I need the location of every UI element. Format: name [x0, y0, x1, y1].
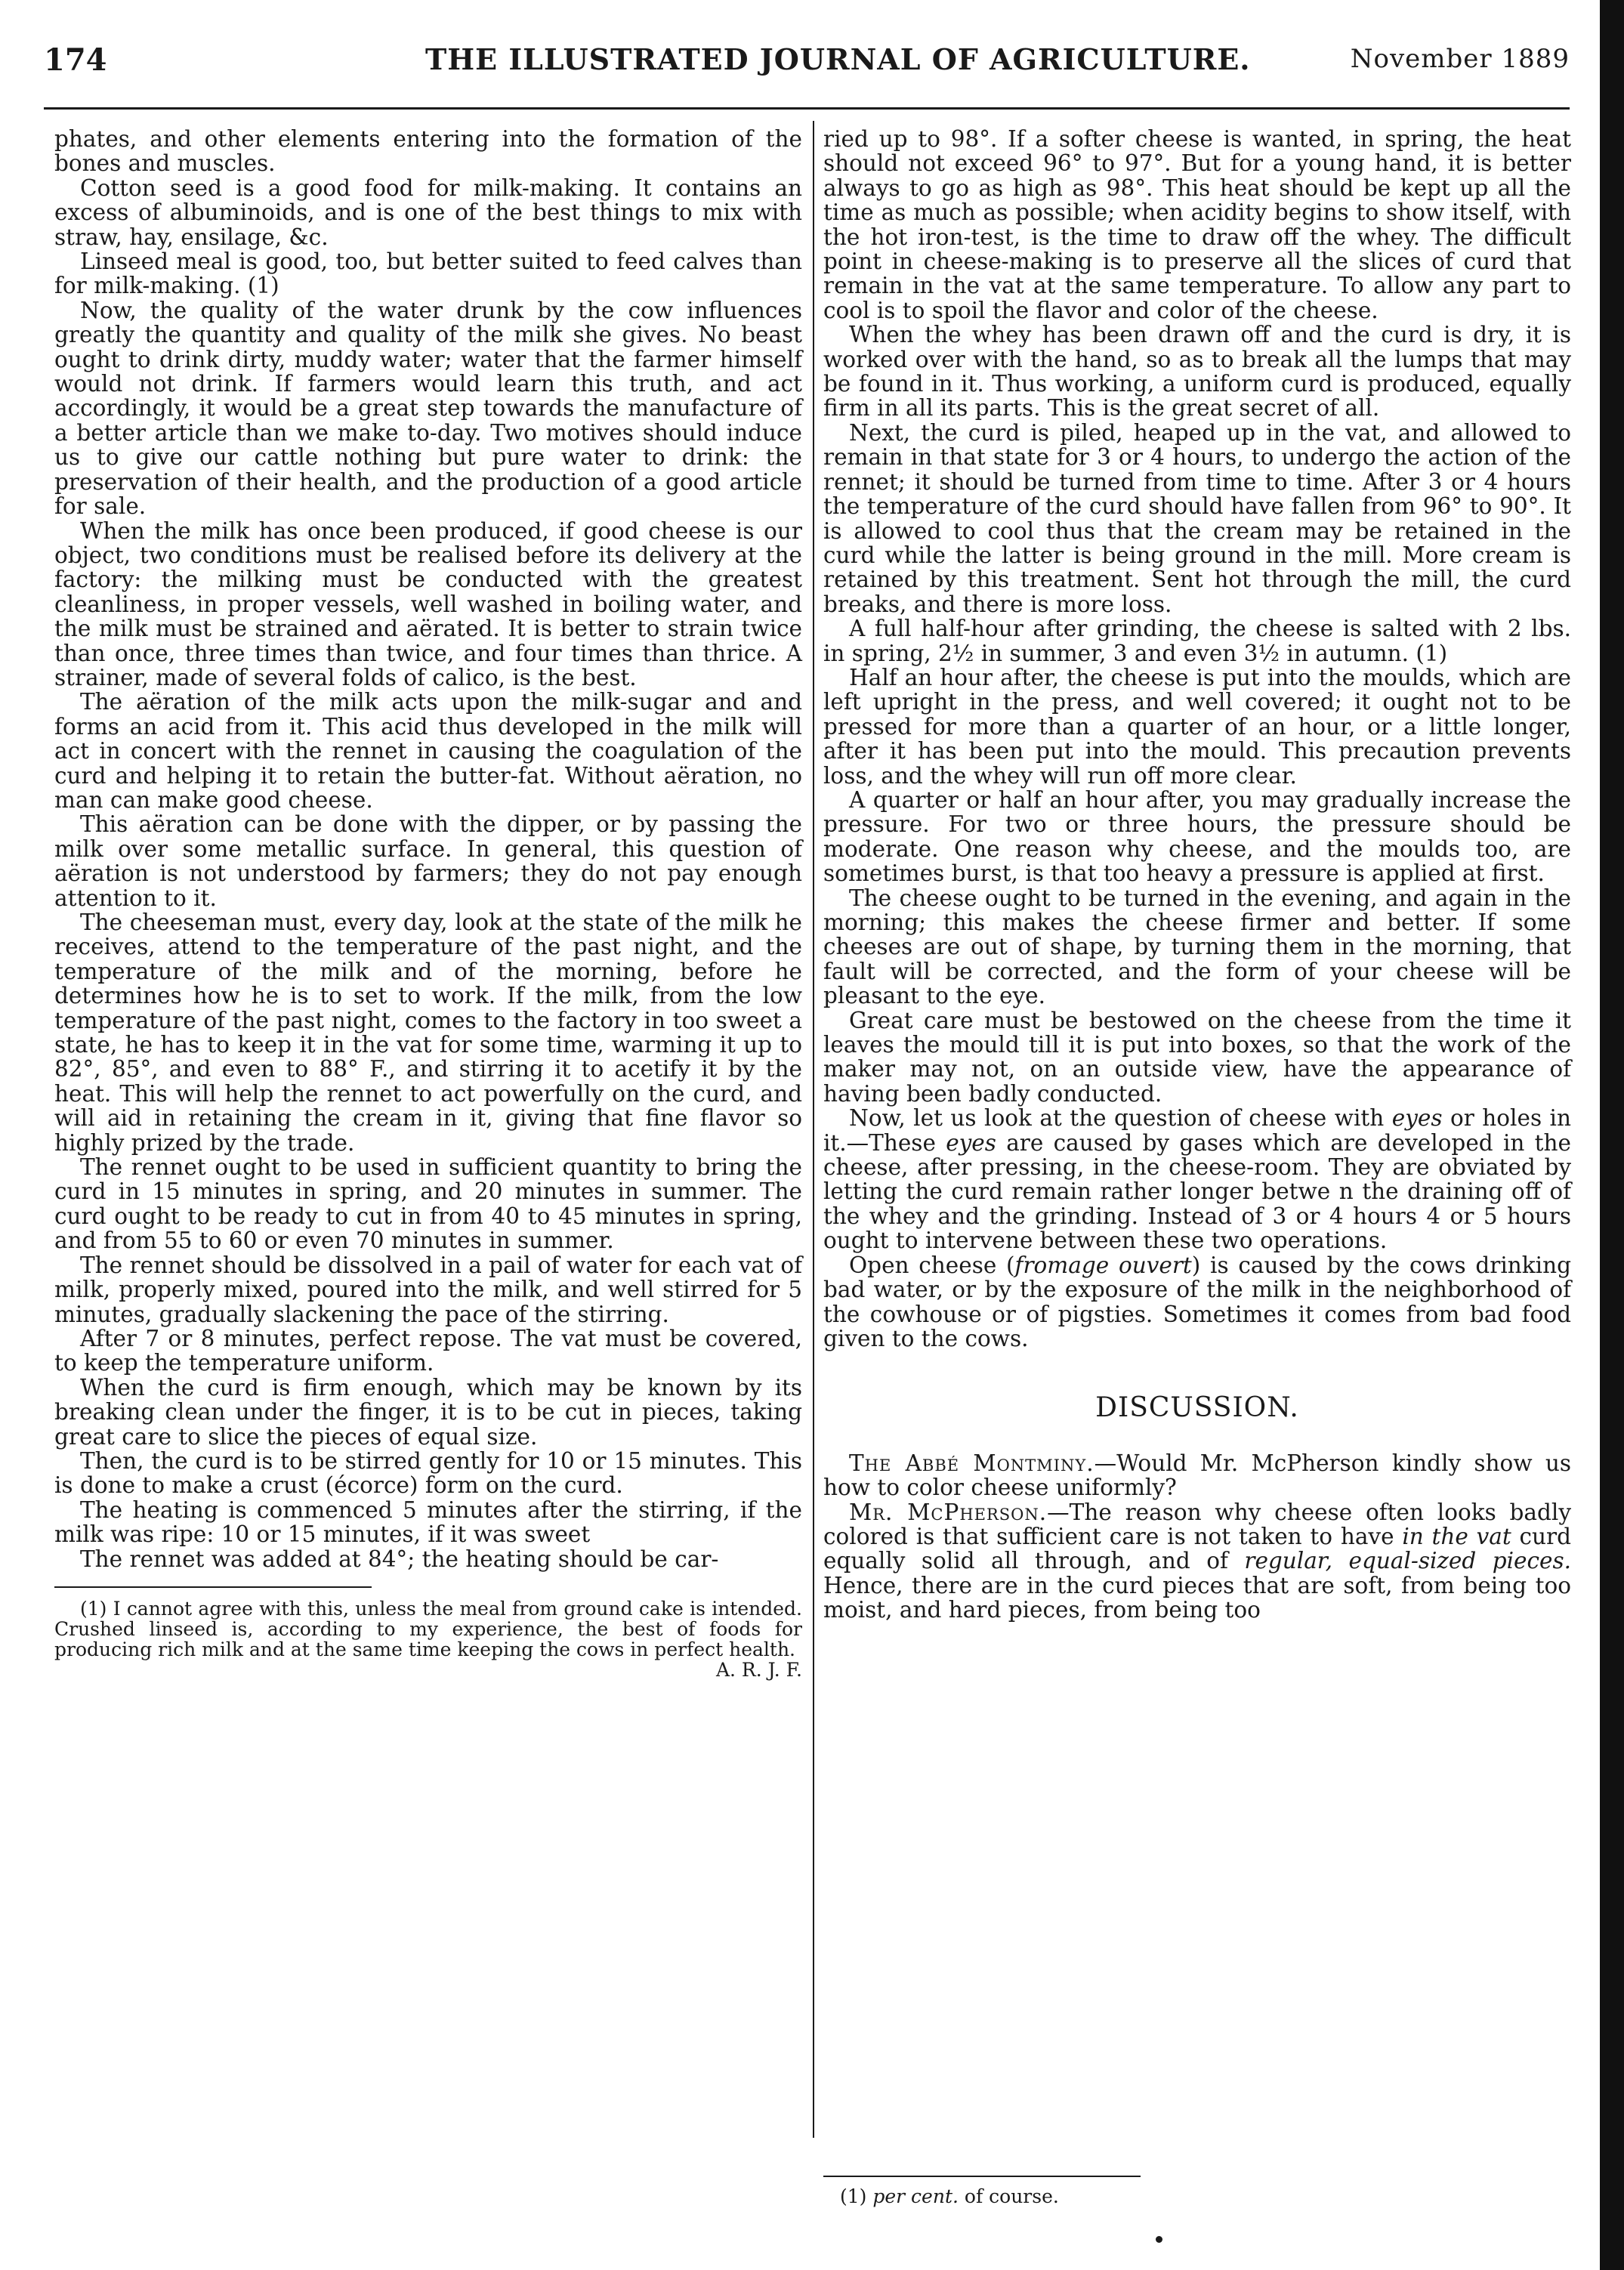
footnote-signature: A. R. J. F. — [715, 1658, 802, 1681]
paragraph: Half an hour after, the cheese is put into the moulds, which are left upright in the press, and well covered; it ought not to be pressed for more than a quarter of an hour, or a little longer, after it has been put into the mould. This precaution prevents loss, and the whey will run off more clear. — [823, 664, 1571, 789]
journal-title: THE ILLUSTRATED JOURNAL OF AGRICULTURE. — [425, 42, 1251, 76]
paragraph: Linseed meal is good, too, but better suited to feed calves than for milk-making. (1) — [54, 249, 802, 299]
paragraph: Now, the quality of the water drunk by the cow influences greatly the quantity and quality of the milk she gives. No beast ought to drink dirty, muddy water; water that the farmer himself would not drink. If farmers would learn this truth, and act accordingly, it would be a great step towards the manufacture of a better article than we make to-day. Two motives should induce us to give our cattle nothing but pure water to drink: the preservation of their health, and the production of a good article for sale. — [54, 297, 802, 520]
right-column — [823, 127, 1571, 1623]
text-run: curd equally solid all through, and of — [823, 1523, 1572, 1574]
page-header — [44, 29, 1570, 82]
footnote-rule — [823, 2176, 1141, 2177]
text-run: or holes in it.—These — [823, 1105, 1571, 1156]
paragraph: The rennet ought to be used in sufficient quantity to bring the curd in 15 minutes in spring, and 20 minutes in summer. The curd ought to be ready to cut in from 40 to 45 minutes in spring, and from 55 to 60 or even 70 minutes in summer. — [54, 1154, 802, 1254]
text-run: Hence, there are in the curd pieces that are soft, from being too moist, and hard pieces, from being too — [823, 1572, 1571, 1623]
paragraph: A full half-hour after grinding, the cheese is salted with 2 lbs. in spring, 2½ in summer, 3 and even 3½ in autumn. (1) — [823, 616, 1571, 666]
footnote — [54, 1597, 802, 1681]
paragraph-eyes — [823, 1106, 1571, 1252]
italic-run: fromage ouvert — [1014, 1252, 1192, 1278]
text-run: are caused by gases which are developed in the cheese, after pressing, in the cheese-room. They are obviated by letting the curd remain rather longer betwe n the draining off of the whey and the grinding. Instead of 3 or 4 hours 4 or 5 hours ought to intervene between these two operations. — [823, 1129, 1571, 1254]
paragraph: When the milk has once been produced, if good cheese is our object, two conditions must be realised before its delivery at the factory: the milking must be conducted with the greatest cleanliness, in proper vessels, well washed in boiling water, and the milk must be strained and aërated. It is better to strain twice than once, three times than twice, and four times than thrice. A strainer, made of several folds of calico, is the best. — [54, 517, 802, 690]
paragraph: When the whey has been drawn off and the curd is dry, it is worked over with the hand, so as to break all the lumps that may be found in it. Thus working, a uniform curd is produced, equally firm in all its parts. This is the great secret of all. — [823, 322, 1571, 422]
paragraph: Next, the curd is piled, heaped up in the vat, and allowed to remain in that state for 3 or 4 hours, to undergo the action of the rennet; it should be turned from time to time. After 3 or 4 hours the temperature of the curd should have fallen from 96° to 90°. It is allowed to cool thus that the cream may be retained in the curd while the latter is being ground in the mill. More cream is retained by this treatment. Sent hot through the mill, the curd breaks, and there is more loss. — [823, 419, 1571, 617]
paragraph-open-cheese — [823, 1253, 1571, 1351]
stray-ink-dot — [1156, 2236, 1162, 2243]
paragraph: Great care must be bestowed on the cheese from the time it leaves the mould till it is put into boxes, so that the work of the maker may not, on an outside view, have the appearance of having been badly conducted. — [823, 1007, 1571, 1107]
paragraph: A quarter or half an hour after, you may gradually increase the pressure. For two or three hours, the pressure should be moderate. One reason why cheese, and the moulds too, are sometimes burst, is that too heavy a pressure is applied at first. — [823, 786, 1571, 887]
paragraph: The cheeseman must, every day, look at the state of the milk he receives, attend to the temperature of the past night, and the temperature of the milk and of the morning, before he determines how he is to set to work. If the milk, from the low temperature of the past night, comes to the factory in too sweet a state, he has to keep it in the vat for some time, warming it up to 82°, 85°, and even to 88° F., and stirring it to acetify it by the heat. This will help the rennet to act powerfully on the curd, and will aid in retaining the cream in it, giving that fine flavor so highly prized by the trade. — [54, 910, 802, 1156]
text-run: —The reason why cheese often looks badly colored is that sufficient care is not taken to have — [823, 1499, 1571, 1549]
italic-run: in the vat — [1402, 1523, 1511, 1549]
footnote-rule — [54, 1586, 372, 1588]
text-run: Now, let us look at the question of cheese with — [849, 1105, 1392, 1132]
right-footnote — [823, 2176, 1571, 2207]
paragraph: Then, the curd is to be stirred gently for 10 or 15 minutes. This is done to make a crust (écorce) form on the curd. — [54, 1447, 802, 1499]
paragraph: The heating is commenced 5 minutes after the stirring, if the milk was ripe: 10 or 15 minutes, if it was sweet — [54, 1496, 802, 1548]
paragraph: The rennet was added at 84°; the heating should be car- — [80, 1546, 719, 1572]
issue-date: November 1889 — [1350, 44, 1570, 74]
paragraph: Cotton seed is a good food for milk-making. It contains an excess of albuminoids, and is one of the best things to mix with straw, hay, ensilage, &c. — [54, 174, 802, 250]
italic-run: eyes — [946, 1129, 996, 1156]
footnote-text: (1) I cannot agree with this, unless the meal from ground cake is intended. Crushed linseed is, according to my experience, the best of foods for producing rich milk and at the same time keeping the cows in perfect health. — [54, 1597, 802, 1660]
section-heading-discussion: DISCUSSION. — [1095, 1392, 1299, 1424]
paragraph: ried up to 98°. If a softer cheese is wanted, in spring, the heat should not exceed 96° to 97°. But for a young hand, it is better always to go as high as 98°. This heat should be kept up all the time as much as possible; when acidity begins to show itself, with the hot iron-test, is the time to draw off the whey. The difficult point in cheese-making is to preserve all the slices of curd that remain in the vat at the same temperature. To allow any part to cool is to spoil the flavor and color of the cheese. — [823, 126, 1571, 323]
page-edge-shadow — [1600, 0, 1624, 2270]
text-run: ) is caused by the cows drinking bad water, or by the exposure of the milk in the neighborhood of the cowhouse or of pigsties. Sometimes it comes from bad food given to the cows. — [823, 1252, 1571, 1351]
footnote-text: of course. — [958, 2185, 1059, 2207]
text-run: —Would Mr. McPherson kindly show us how to color cheese uniformly? — [823, 1450, 1571, 1501]
page-number: 174 — [44, 42, 107, 78]
footnote-marker: (1) — [840, 2185, 873, 2207]
speaker-name: Mr. McPherson. — [849, 1499, 1048, 1525]
italic-run: eyes — [1391, 1105, 1443, 1132]
header-rule — [44, 107, 1570, 110]
speaker-name: The Abbé Montminy. — [849, 1450, 1095, 1476]
discussion-paragraph — [823, 1500, 1571, 1623]
footnote-italic: per cent. — [872, 2185, 959, 2207]
footnote — [823, 2186, 1571, 2207]
paragraph: After 7 or 8 minutes, perfect repose. The vat must be covered, to keep the temperature uniform. — [54, 1325, 802, 1376]
paragraph: When the curd is firm enough, which may be known by its breaking clean under the finger, it is to be cut in pieces, taking great care to slice the pieces of equal size. — [54, 1374, 802, 1450]
paragraph: The cheese ought to be turned in the evening, and again in the morning; this makes the cheese firmer and better. If some cheeses are out of shape, by turning them in the morning, that fault will be corrected, and the form of your cheese will be pleasant to the eye. — [823, 885, 1571, 1009]
left-column — [54, 127, 802, 1680]
paragraph: The rennet should be dissolved in a pail of water for each vat of milk, properly mixed, poured into the milk, and well stirred for 5 minutes, gradually slackening the pace of the stirring. — [54, 1252, 802, 1327]
paragraph: The aëration of the milk acts upon the milk-sugar and and forms an acid from it. This acid thus developed in the milk will act in concert with the rennet in causing the coagulation of the curd and helping it to retain the butter-fat. Without aëration, no man can make good cheese. — [54, 689, 802, 813]
discussion-paragraph — [823, 1451, 1571, 1500]
paragraph: This aëration can be done with the dipper, or by passing the milk over some metallic surface. In general, this question of aëration is not understood by farmers; they do not pay enough attention to it. — [54, 811, 802, 911]
column-divider — [813, 121, 814, 2138]
text-run: Open cheese ( — [849, 1252, 1015, 1278]
italic-run: regular, equal-sized pieces. — [1244, 1548, 1571, 1574]
paragraph: phates, and other elements entering into the formation of the bones and muscles. — [54, 126, 802, 177]
